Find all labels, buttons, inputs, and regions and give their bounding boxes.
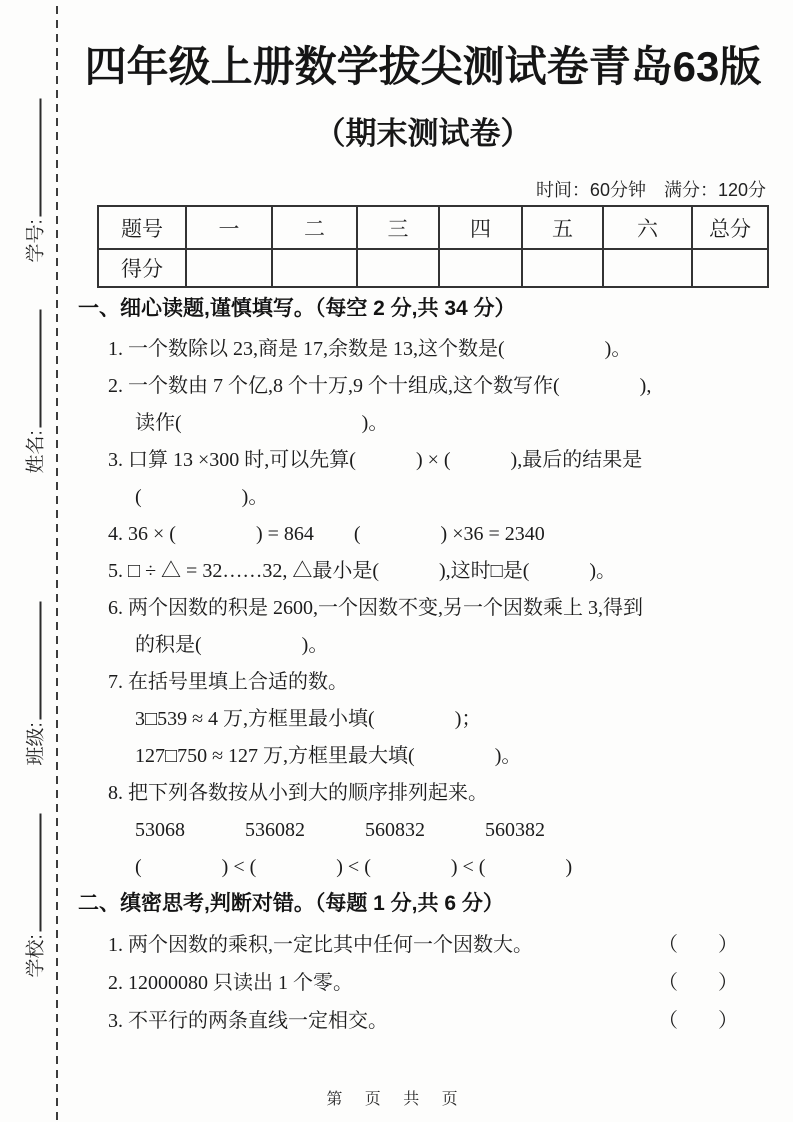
judge-item: [78, 926, 772, 964]
question-line: ( ) < ( ) < ( ) < ( ): [135, 856, 573, 878]
question-line: 的积是( )。: [135, 634, 329, 656]
fold-dashed-line: [56, 6, 58, 1122]
question-line: 127□750 ≈ 127 万,方框里最大填( )。: [135, 745, 522, 767]
school-blank-line: [21, 813, 41, 931]
score-cell: [357, 249, 439, 287]
name-text: 姓名:: [25, 430, 47, 474]
section1-heading: 一、细心读题,谨慎填写。（每空 2 分,共 34 分）: [78, 297, 516, 320]
name-blank-line: [21, 309, 41, 427]
judge-text: 1. 两个因数的乘积,一定比其中任何一个因数大。: [108, 934, 533, 956]
class-label: [21, 574, 48, 766]
score-cell: [186, 249, 272, 287]
name-label: [21, 282, 48, 474]
judge-text: 3. 不平行的两条直线一定相交。: [108, 1010, 388, 1032]
score-cell: [522, 249, 603, 287]
score-cell: [603, 249, 692, 287]
question-line: 8. 把下列各数按从小到大的顺序排列起来。: [108, 782, 488, 804]
judge-blank: （ ）: [658, 1010, 738, 1032]
score-cell: [439, 249, 522, 287]
question-line: 6. 两个因数的积是 2600,一个因数不变,另一个因数乘上 3,得到: [108, 597, 643, 619]
class-blank-line: [21, 601, 41, 719]
score-table-header-cell: 总分: [692, 206, 768, 249]
score-table: [97, 205, 769, 288]
score-cell: [692, 249, 768, 287]
page-title: 四年级上册数学拔尖测试卷青岛63版: [84, 43, 762, 90]
question-line: 7. 在括号里填上合适的数。: [108, 671, 348, 693]
student-id-text: 学号:: [25, 219, 47, 263]
score-table-score-row: [98, 249, 768, 287]
score-table-header-cell: 五: [522, 206, 603, 249]
section2-heading: 二、缜密思考,判断对错。（每题 1 分,共 6 分）: [78, 892, 504, 915]
score-table-header-cell: 四: [439, 206, 522, 249]
judge-blank: （ ）: [658, 972, 738, 994]
question-line: 3□539 ≈ 4 万,方框里最小填( )；: [135, 708, 482, 730]
score-table-header-row: [98, 206, 768, 249]
question-line: 1. 一个数除以 23,商是 17,余数是 13,这个数是( )。: [108, 338, 632, 360]
student-id-blank-line: [21, 98, 41, 216]
student-id-label: [21, 71, 48, 263]
score-table-header-cell: 一: [186, 206, 272, 249]
judge-item: [78, 1002, 772, 1040]
time-score-info: 时间：60分钟 满分：120分: [535, 180, 766, 200]
judge-item: [78, 964, 772, 1002]
score-table-header-cell: 题号: [98, 206, 186, 249]
judge-text: 2. 12000080 只读出 1 个零。: [108, 972, 353, 994]
question-line: 3. 口算 13 ×300 时,可以先算( ) × ( ),最后的结果是: [108, 449, 643, 471]
class-text: 班级:: [25, 722, 47, 766]
judge-blank: （ ）: [658, 934, 738, 956]
score-row-label: 得分: [98, 249, 186, 287]
score-table-header-cell: 三: [357, 206, 439, 249]
page-subtitle: （期末测试卷）: [314, 116, 532, 151]
question-line: 53068 536082 560832 560382: [135, 819, 545, 841]
paper-body: [78, 291, 772, 1040]
question-line: 5. □ ÷ △ = 32……32, △最小是( ),这时□是( )。: [108, 560, 617, 582]
page-footer: 第 页 共 页: [326, 1091, 467, 1108]
score-table-header-cell: 六: [603, 206, 692, 249]
score-table-header-cell: 二: [272, 206, 357, 249]
question-line: ( )。: [135, 486, 269, 508]
score-cell: [272, 249, 357, 287]
school-text: 学校:: [25, 934, 47, 978]
question-line: 读作( )。: [135, 412, 389, 434]
question-line: 2. 一个数由 7 个亿,8 个十万,9 个十组成,这个数写作( ),: [108, 375, 652, 397]
school-label: [21, 786, 48, 978]
question-line: 4. 36 × ( ) = 864 ( ) ×36 = 2340: [108, 523, 545, 545]
